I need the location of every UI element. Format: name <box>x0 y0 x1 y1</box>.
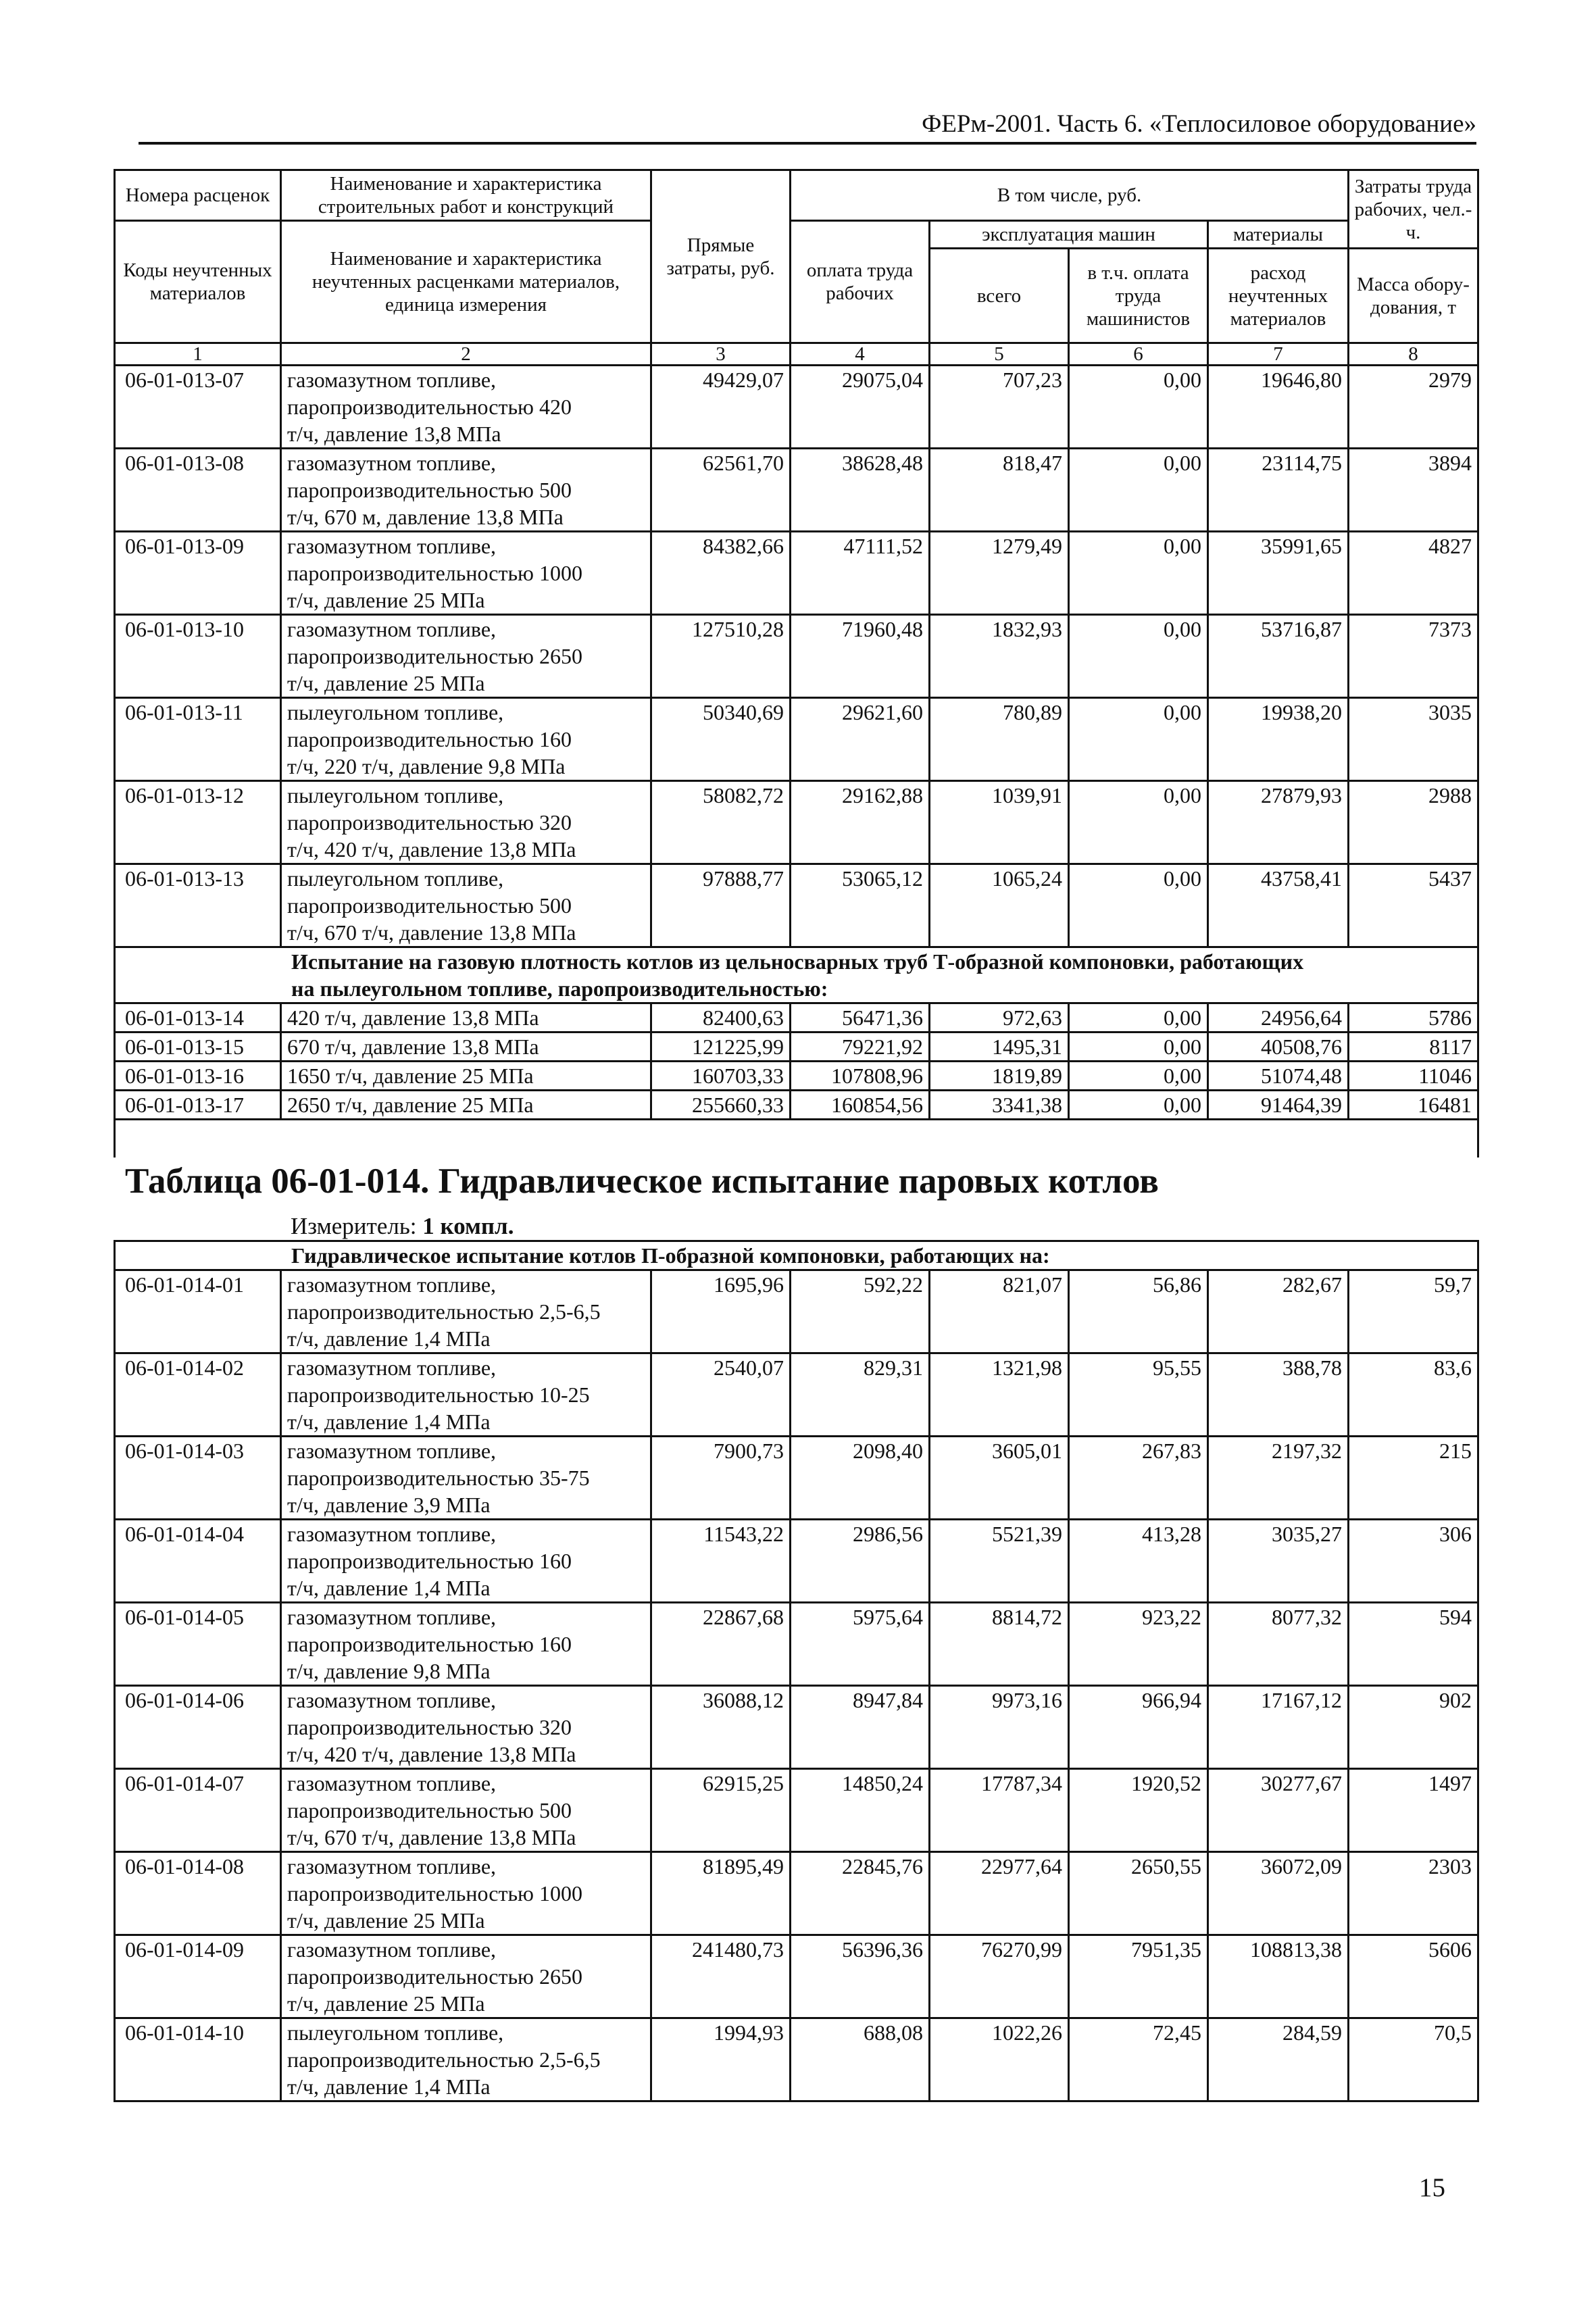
description-line: паропроизводительностью 1000 <box>287 1881 582 1906</box>
description-line: паропроизводительностью 160 <box>287 727 572 751</box>
materials-cost: 27879,93 <box>1208 781 1349 864</box>
description-line: т/ч, давление 25 МПа <box>287 588 485 612</box>
rate-code: 06-01-013-09 <box>115 532 281 615</box>
rate-code: 06-01-013-08 <box>115 449 281 532</box>
col-header-mass: Масса обору-дования, т <box>1349 249 1478 343</box>
labor-pay: 160854,56 <box>791 1091 930 1120</box>
table-row <box>115 698 1478 781</box>
rate-code: 06-01-014-04 <box>115 1520 281 1603</box>
machines-total: 1495,31 <box>930 1032 1069 1062</box>
labor-hours: 2979 <box>1349 366 1478 449</box>
description-line: т/ч, 670 м, давление 13,8 МПа <box>287 505 564 529</box>
column-number: 2 <box>281 343 651 366</box>
machines-total: 821,07 <box>930 1270 1069 1353</box>
table-row <box>115 1852 1478 1935</box>
labor-hours: 8117 <box>1349 1032 1478 1062</box>
machinists-pay: 1920,52 <box>1069 1769 1208 1852</box>
labor-pay: 14850,24 <box>791 1769 930 1852</box>
table-row <box>115 864 1478 947</box>
col-header-name-top: Наименование и характеристика строительных работ и конструкций <box>281 170 651 221</box>
table-row <box>115 1270 1478 1353</box>
table-row <box>115 1935 1478 2018</box>
machinists-pay: 95,55 <box>1069 1353 1208 1437</box>
materials-cost: 19646,80 <box>1208 366 1349 449</box>
rate-code: 06-01-013-15 <box>115 1032 281 1062</box>
direct-cost: 255660,33 <box>651 1091 791 1120</box>
work-description <box>281 781 651 864</box>
rate-code: 06-01-014-07 <box>115 1769 281 1852</box>
materials-cost: 17167,12 <box>1208 1686 1349 1769</box>
col-header-materials-sub: расход неучтенных материалов <box>1208 249 1349 343</box>
description-line: паропроизводительностью 1000 <box>287 561 582 585</box>
machines-total: 8814,72 <box>930 1603 1069 1686</box>
work-description <box>281 1353 651 1437</box>
rate-code: 06-01-014-06 <box>115 1686 281 1769</box>
section-heading-gas-tightness <box>115 947 1478 1003</box>
labor-hours: 594 <box>1349 1603 1478 1686</box>
work-description <box>281 615 651 698</box>
machinists-pay: 0,00 <box>1069 449 1208 532</box>
table-row <box>115 1603 1478 1686</box>
description-line: т/ч, давление 25 МПа <box>287 671 485 695</box>
table-title: Таблица 06-01-014. Гидравлическое испытание паровых котлов <box>125 1162 1159 1201</box>
col-header-direct: Прямые затраты, руб. <box>651 170 791 343</box>
col-header-name-bottom: Наименование и характеристика неучтенных расценками материалов, единица измерения <box>281 221 651 343</box>
machinists-pay: 0,00 <box>1069 698 1208 781</box>
description-line: газомазутном топливе, <box>287 368 497 392</box>
column-number: 3 <box>651 343 791 366</box>
machines-total: 707,23 <box>930 366 1069 449</box>
description-line: т/ч, давление 1,4 МПа <box>287 1326 491 1351</box>
machines-total: 76270,99 <box>930 1935 1069 2018</box>
direct-cost: 50340,69 <box>651 698 791 781</box>
materials-cost: 24956,64 <box>1208 1003 1349 1032</box>
rate-code: 06-01-013-17 <box>115 1091 281 1120</box>
description-line: газомазутном топливе, <box>287 1937 497 1962</box>
table-row <box>115 1032 1478 1062</box>
section-heading-hydraulic: Гидравлическое испытание котлов П-образной компоновки, работающих на: <box>115 1241 1478 1270</box>
description-line: т/ч, давление 13,8 МПа <box>287 422 501 446</box>
description-line: паропроизводительностью 500 <box>287 478 572 502</box>
table-row <box>115 1062 1478 1091</box>
col-header-machines-incl: в т.ч. оплата труда машинистов <box>1069 249 1208 343</box>
measure-label: Измеритель: <box>291 1213 417 1239</box>
labor-pay: 688,08 <box>791 2018 930 2101</box>
machinists-pay: 0,00 <box>1069 1062 1208 1091</box>
machines-total: 1279,49 <box>930 532 1069 615</box>
labor-pay: 29075,04 <box>791 366 930 449</box>
col-header-labor: Затраты труда рабочих, чел.-ч. <box>1349 170 1478 249</box>
rate-code: 06-01-013-10 <box>115 615 281 698</box>
description-line: т/ч, давление 9,8 МПа <box>287 1659 491 1683</box>
direct-cost: 62915,25 <box>651 1769 791 1852</box>
column-numbers-row <box>115 343 1478 366</box>
materials-cost: 19938,20 <box>1208 698 1349 781</box>
labor-hours: 70,5 <box>1349 2018 1478 2101</box>
labor-hours: 7373 <box>1349 615 1478 698</box>
rate-code: 06-01-013-12 <box>115 781 281 864</box>
rate-code: 06-01-013-13 <box>115 864 281 947</box>
work-description <box>281 864 651 947</box>
machines-total: 1065,24 <box>930 864 1069 947</box>
labor-hours: 5606 <box>1349 1935 1478 2018</box>
labor-pay: 53065,12 <box>791 864 930 947</box>
description-line: пылеугольном топливе, <box>287 783 504 807</box>
labor-pay: 79221,92 <box>791 1032 930 1062</box>
labor-pay: 56471,36 <box>791 1003 930 1032</box>
machines-total: 22977,64 <box>930 1852 1069 1935</box>
section-heading-line: Испытание на газовую плотность котлов из цельносварных труб Т-образной компоновки, работающих <box>291 949 1304 974</box>
description-line: паропроизводительностью 320 <box>287 810 572 835</box>
column-number: 4 <box>791 343 930 366</box>
description-line: т/ч, 220 т/ч, давление 9,8 МПа <box>287 754 566 778</box>
direct-cost: 82400,63 <box>651 1003 791 1032</box>
description-line: т/ч, давление 25 МПа <box>287 1991 485 2016</box>
machinists-pay: 0,00 <box>1069 366 1208 449</box>
work-description: 670 т/ч, давление 13,8 МПа <box>281 1032 651 1062</box>
work-description: 2650 т/ч, давление 25 МПа <box>281 1091 651 1120</box>
table-gap <box>115 1120 1478 1158</box>
description-line: т/ч, 670 т/ч, давление 13,8 МПа <box>287 1825 576 1849</box>
description-line: т/ч, давление 3,9 МПа <box>287 1493 491 1517</box>
page-header: ФЕРм-2001. Часть 6. «Теплосиловое оборудование» <box>922 110 1476 138</box>
machines-total: 972,63 <box>930 1003 1069 1032</box>
machinists-pay: 267,83 <box>1069 1437 1208 1520</box>
description-line: т/ч, давление 1,4 МПа <box>287 1576 491 1600</box>
table-row <box>115 615 1478 698</box>
table-row <box>115 366 1478 449</box>
direct-cost: 84382,66 <box>651 532 791 615</box>
labor-pay: 8947,84 <box>791 1686 930 1769</box>
work-description <box>281 1769 651 1852</box>
rate-code: 06-01-014-05 <box>115 1603 281 1686</box>
labor-pay: 2986,56 <box>791 1520 930 1603</box>
labor-hours: 215 <box>1349 1437 1478 1520</box>
direct-cost: 97888,77 <box>651 864 791 947</box>
description-line: газомазутном топливе, <box>287 1605 497 1629</box>
table-row <box>115 781 1478 864</box>
description-line: паропроизводительностью 320 <box>287 1715 572 1739</box>
column-number: 6 <box>1069 343 1208 366</box>
machinists-pay: 72,45 <box>1069 2018 1208 2101</box>
labor-pay: 829,31 <box>791 1353 930 1437</box>
description-line: паропроизводительностью 420 <box>287 395 572 419</box>
machinists-pay: 966,94 <box>1069 1686 1208 1769</box>
labor-hours: 11046 <box>1349 1062 1478 1091</box>
description-line: паропроизводительностью 160 <box>287 1632 572 1656</box>
work-description <box>281 1603 651 1686</box>
materials-cost: 284,59 <box>1208 2018 1349 2101</box>
description-line: газомазутном топливе, <box>287 1272 497 1297</box>
materials-cost: 8077,32 <box>1208 1603 1349 1686</box>
table-row <box>115 1091 1478 1120</box>
description-line: газомазутном топливе, <box>287 617 497 641</box>
table-row <box>115 1520 1478 1603</box>
rate-code: 06-01-013-07 <box>115 366 281 449</box>
machines-total: 5521,39 <box>930 1520 1069 1603</box>
description-line: паропроизводительностью 160 <box>287 1549 572 1573</box>
column-number: 1 <box>115 343 281 366</box>
materials-cost: 43758,41 <box>1208 864 1349 947</box>
labor-hours: 83,6 <box>1349 1353 1478 1437</box>
direct-cost: 22867,68 <box>651 1603 791 1686</box>
labor-pay: 592,22 <box>791 1270 930 1353</box>
description-line: газомазутном топливе, <box>287 1439 497 1463</box>
description-line: пылеугольном топливе, <box>287 2020 504 2045</box>
direct-cost: 7900,73 <box>651 1437 791 1520</box>
description-line: пылеугольном топливе, <box>287 866 504 891</box>
work-description <box>281 1520 651 1603</box>
measure-unit <box>291 1213 514 1240</box>
labor-pay: 47111,52 <box>791 532 930 615</box>
machines-total: 9973,16 <box>930 1686 1069 1769</box>
labor-pay: 2098,40 <box>791 1437 930 1520</box>
table-row <box>115 1437 1478 1520</box>
col-header-machines: эксплуатация машин <box>930 221 1208 249</box>
col-header-including: В том числе, руб. <box>791 170 1349 221</box>
materials-cost: 388,78 <box>1208 1353 1349 1437</box>
direct-cost: 127510,28 <box>651 615 791 698</box>
description-line: т/ч, давление 25 МПа <box>287 1908 485 1933</box>
direct-cost: 58082,72 <box>651 781 791 864</box>
materials-cost: 23114,75 <box>1208 449 1349 532</box>
description-line: т/ч, давление 1,4 МПа <box>287 1410 491 1434</box>
labor-hours: 306 <box>1349 1520 1478 1603</box>
direct-cost: 2540,07 <box>651 1353 791 1437</box>
table-row <box>115 1353 1478 1437</box>
description-line: газомазутном топливе, <box>287 451 497 475</box>
machines-total: 1819,89 <box>930 1062 1069 1091</box>
rate-code: 06-01-013-11 <box>115 698 281 781</box>
machines-total: 818,47 <box>930 449 1069 532</box>
machines-total: 780,89 <box>930 698 1069 781</box>
description-line: паропроизводительностью 2650 <box>287 1964 582 1989</box>
direct-cost: 1994,93 <box>651 2018 791 2101</box>
direct-cost: 1695,96 <box>651 1270 791 1353</box>
rate-code: 06-01-013-16 <box>115 1062 281 1091</box>
description-line: газомазутном топливе, <box>287 1688 497 1712</box>
work-description <box>281 1437 651 1520</box>
materials-cost: 35991,65 <box>1208 532 1349 615</box>
column-number: 5 <box>930 343 1069 366</box>
machinists-pay: 0,00 <box>1069 1091 1208 1120</box>
labor-pay: 38628,48 <box>791 449 930 532</box>
description-line: т/ч, давление 1,4 МПа <box>287 2074 491 2099</box>
labor-pay: 71960,48 <box>791 615 930 698</box>
machinists-pay: 923,22 <box>1069 1603 1208 1686</box>
machines-total: 17787,34 <box>930 1769 1069 1852</box>
description-line: газомазутном топливе, <box>287 1522 497 1546</box>
work-description <box>281 1852 651 1935</box>
work-description: 1650 т/ч, давление 25 МПа <box>281 1062 651 1091</box>
machinists-pay: 7951,35 <box>1069 1935 1208 2018</box>
machinists-pay: 0,00 <box>1069 781 1208 864</box>
materials-cost: 108813,38 <box>1208 1935 1349 2018</box>
column-number: 7 <box>1208 343 1349 366</box>
work-description: 420 т/ч, давление 13,8 МПа <box>281 1003 651 1032</box>
rate-code: 06-01-014-03 <box>115 1437 281 1520</box>
col-header-codes-bottom: Коды неучтенных материалов <box>115 221 281 343</box>
description-line: паропроизводительностью 2,5-6,5 <box>287 1299 601 1324</box>
labor-hours: 5437 <box>1349 864 1478 947</box>
machinists-pay: 56,86 <box>1069 1270 1208 1353</box>
labor-hours: 16481 <box>1349 1091 1478 1120</box>
work-description <box>281 1270 651 1353</box>
machines-total: 1039,91 <box>930 781 1069 864</box>
rate-code: 06-01-014-08 <box>115 1852 281 1935</box>
labor-pay: 56396,36 <box>791 1935 930 2018</box>
work-description <box>281 698 651 781</box>
labor-hours: 5786 <box>1349 1003 1478 1032</box>
col-header-codes-top: Номера расценок <box>115 170 281 221</box>
section-heading-line: на пылеугольном топливе, паропроизводительностью: <box>291 976 828 1001</box>
direct-cost: 160703,33 <box>651 1062 791 1091</box>
direct-cost: 121225,99 <box>651 1032 791 1062</box>
description-line: газомазутном топливе, <box>287 1355 497 1380</box>
table-row <box>115 449 1478 532</box>
materials-cost: 282,67 <box>1208 1270 1349 1353</box>
work-description <box>281 1935 651 2018</box>
rate-code: 06-01-014-09 <box>115 1935 281 2018</box>
column-number: 8 <box>1349 343 1478 366</box>
rate-code: 06-01-014-01 <box>115 1270 281 1353</box>
table-row <box>115 1769 1478 1852</box>
machinists-pay: 0,00 <box>1069 532 1208 615</box>
col-header-machines-total: всего <box>930 249 1069 343</box>
labor-hours: 902 <box>1349 1686 1478 1769</box>
machinists-pay: 2650,55 <box>1069 1852 1208 1935</box>
rate-code: 06-01-014-02 <box>115 1353 281 1437</box>
labor-pay: 5975,64 <box>791 1603 930 1686</box>
labor-pay: 29621,60 <box>791 698 930 781</box>
direct-cost: 49429,07 <box>651 366 791 449</box>
description-line: т/ч, 420 т/ч, давление 13,8 МПа <box>287 1742 576 1766</box>
labor-hours: 3035 <box>1349 698 1478 781</box>
direct-cost: 62561,70 <box>651 449 791 532</box>
description-line: паропроизводительностью 2650 <box>287 644 582 668</box>
description-line: газомазутном топливе, <box>287 1771 497 1795</box>
measure-value: 1 компл. <box>422 1213 514 1239</box>
rate-code: 06-01-014-10 <box>115 2018 281 2101</box>
work-description <box>281 2018 651 2101</box>
direct-cost: 81895,49 <box>651 1852 791 1935</box>
machinists-pay: 0,00 <box>1069 615 1208 698</box>
labor-pay: 107808,96 <box>791 1062 930 1091</box>
materials-cost: 91464,39 <box>1208 1091 1349 1120</box>
labor-hours: 59,7 <box>1349 1270 1478 1353</box>
table-06-01-014 <box>114 1240 1479 2102</box>
col-header-materials: материалы <box>1208 221 1349 249</box>
work-description <box>281 366 651 449</box>
materials-cost: 3035,27 <box>1208 1520 1349 1603</box>
machines-total: 1832,93 <box>930 615 1069 698</box>
description-line: т/ч, 420 т/ч, давление 13,8 МПа <box>287 837 576 862</box>
direct-cost: 11543,22 <box>651 1520 791 1603</box>
direct-cost: 36088,12 <box>651 1686 791 1769</box>
materials-cost: 53716,87 <box>1208 615 1349 698</box>
labor-hours: 2988 <box>1349 781 1478 864</box>
description-line: паропроизводительностью 500 <box>287 1798 572 1822</box>
machines-total: 3341,38 <box>930 1091 1069 1120</box>
labor-hours: 3894 <box>1349 449 1478 532</box>
description-line: пылеугольном топливе, <box>287 700 504 724</box>
labor-pay: 22845,76 <box>791 1852 930 1935</box>
description-line: паропроизводительностью 2,5-6,5 <box>287 2047 601 2072</box>
description-line: паропроизводительностью 10-25 <box>287 1383 590 1407</box>
machinists-pay: 0,00 <box>1069 1003 1208 1032</box>
header-rule <box>139 142 1476 145</box>
materials-cost: 2197,32 <box>1208 1437 1349 1520</box>
table-row <box>115 2018 1478 2101</box>
direct-cost: 241480,73 <box>651 1935 791 2018</box>
table-row <box>115 532 1478 615</box>
labor-hours: 4827 <box>1349 532 1478 615</box>
page-number: 15 <box>1419 2173 1445 2202</box>
materials-cost: 30277,67 <box>1208 1769 1349 1852</box>
labor-pay: 29162,88 <box>791 781 930 864</box>
labor-hours: 2303 <box>1349 1852 1478 1935</box>
work-description <box>281 449 651 532</box>
machines-total: 1022,26 <box>930 2018 1069 2101</box>
table-row <box>115 1686 1478 1769</box>
description-line: газомазутном топливе, <box>287 1854 497 1878</box>
materials-cost: 40508,76 <box>1208 1032 1349 1062</box>
machinists-pay: 0,00 <box>1069 1032 1208 1062</box>
materials-cost: 51074,48 <box>1208 1062 1349 1091</box>
materials-cost: 36072,09 <box>1208 1852 1349 1935</box>
col-header-labor-pay: оплата труда рабочих <box>791 221 930 343</box>
machinists-pay: 0,00 <box>1069 864 1208 947</box>
machines-total: 1321,98 <box>930 1353 1069 1437</box>
rate-code: 06-01-013-14 <box>115 1003 281 1032</box>
labor-hours: 1497 <box>1349 1769 1478 1852</box>
work-description <box>281 1686 651 1769</box>
machines-total: 3605,01 <box>930 1437 1069 1520</box>
description-line: т/ч, 670 т/ч, давление 13,8 МПа <box>287 920 576 945</box>
machinists-pay: 413,28 <box>1069 1520 1208 1603</box>
work-description <box>281 532 651 615</box>
table-row <box>115 1003 1478 1032</box>
description-line: паропроизводительностью 35-75 <box>287 1466 590 1490</box>
description-line: паропроизводительностью 500 <box>287 893 572 918</box>
description-line: газомазутном топливе, <box>287 534 497 558</box>
table-06-01-013 <box>114 169 1479 1158</box>
